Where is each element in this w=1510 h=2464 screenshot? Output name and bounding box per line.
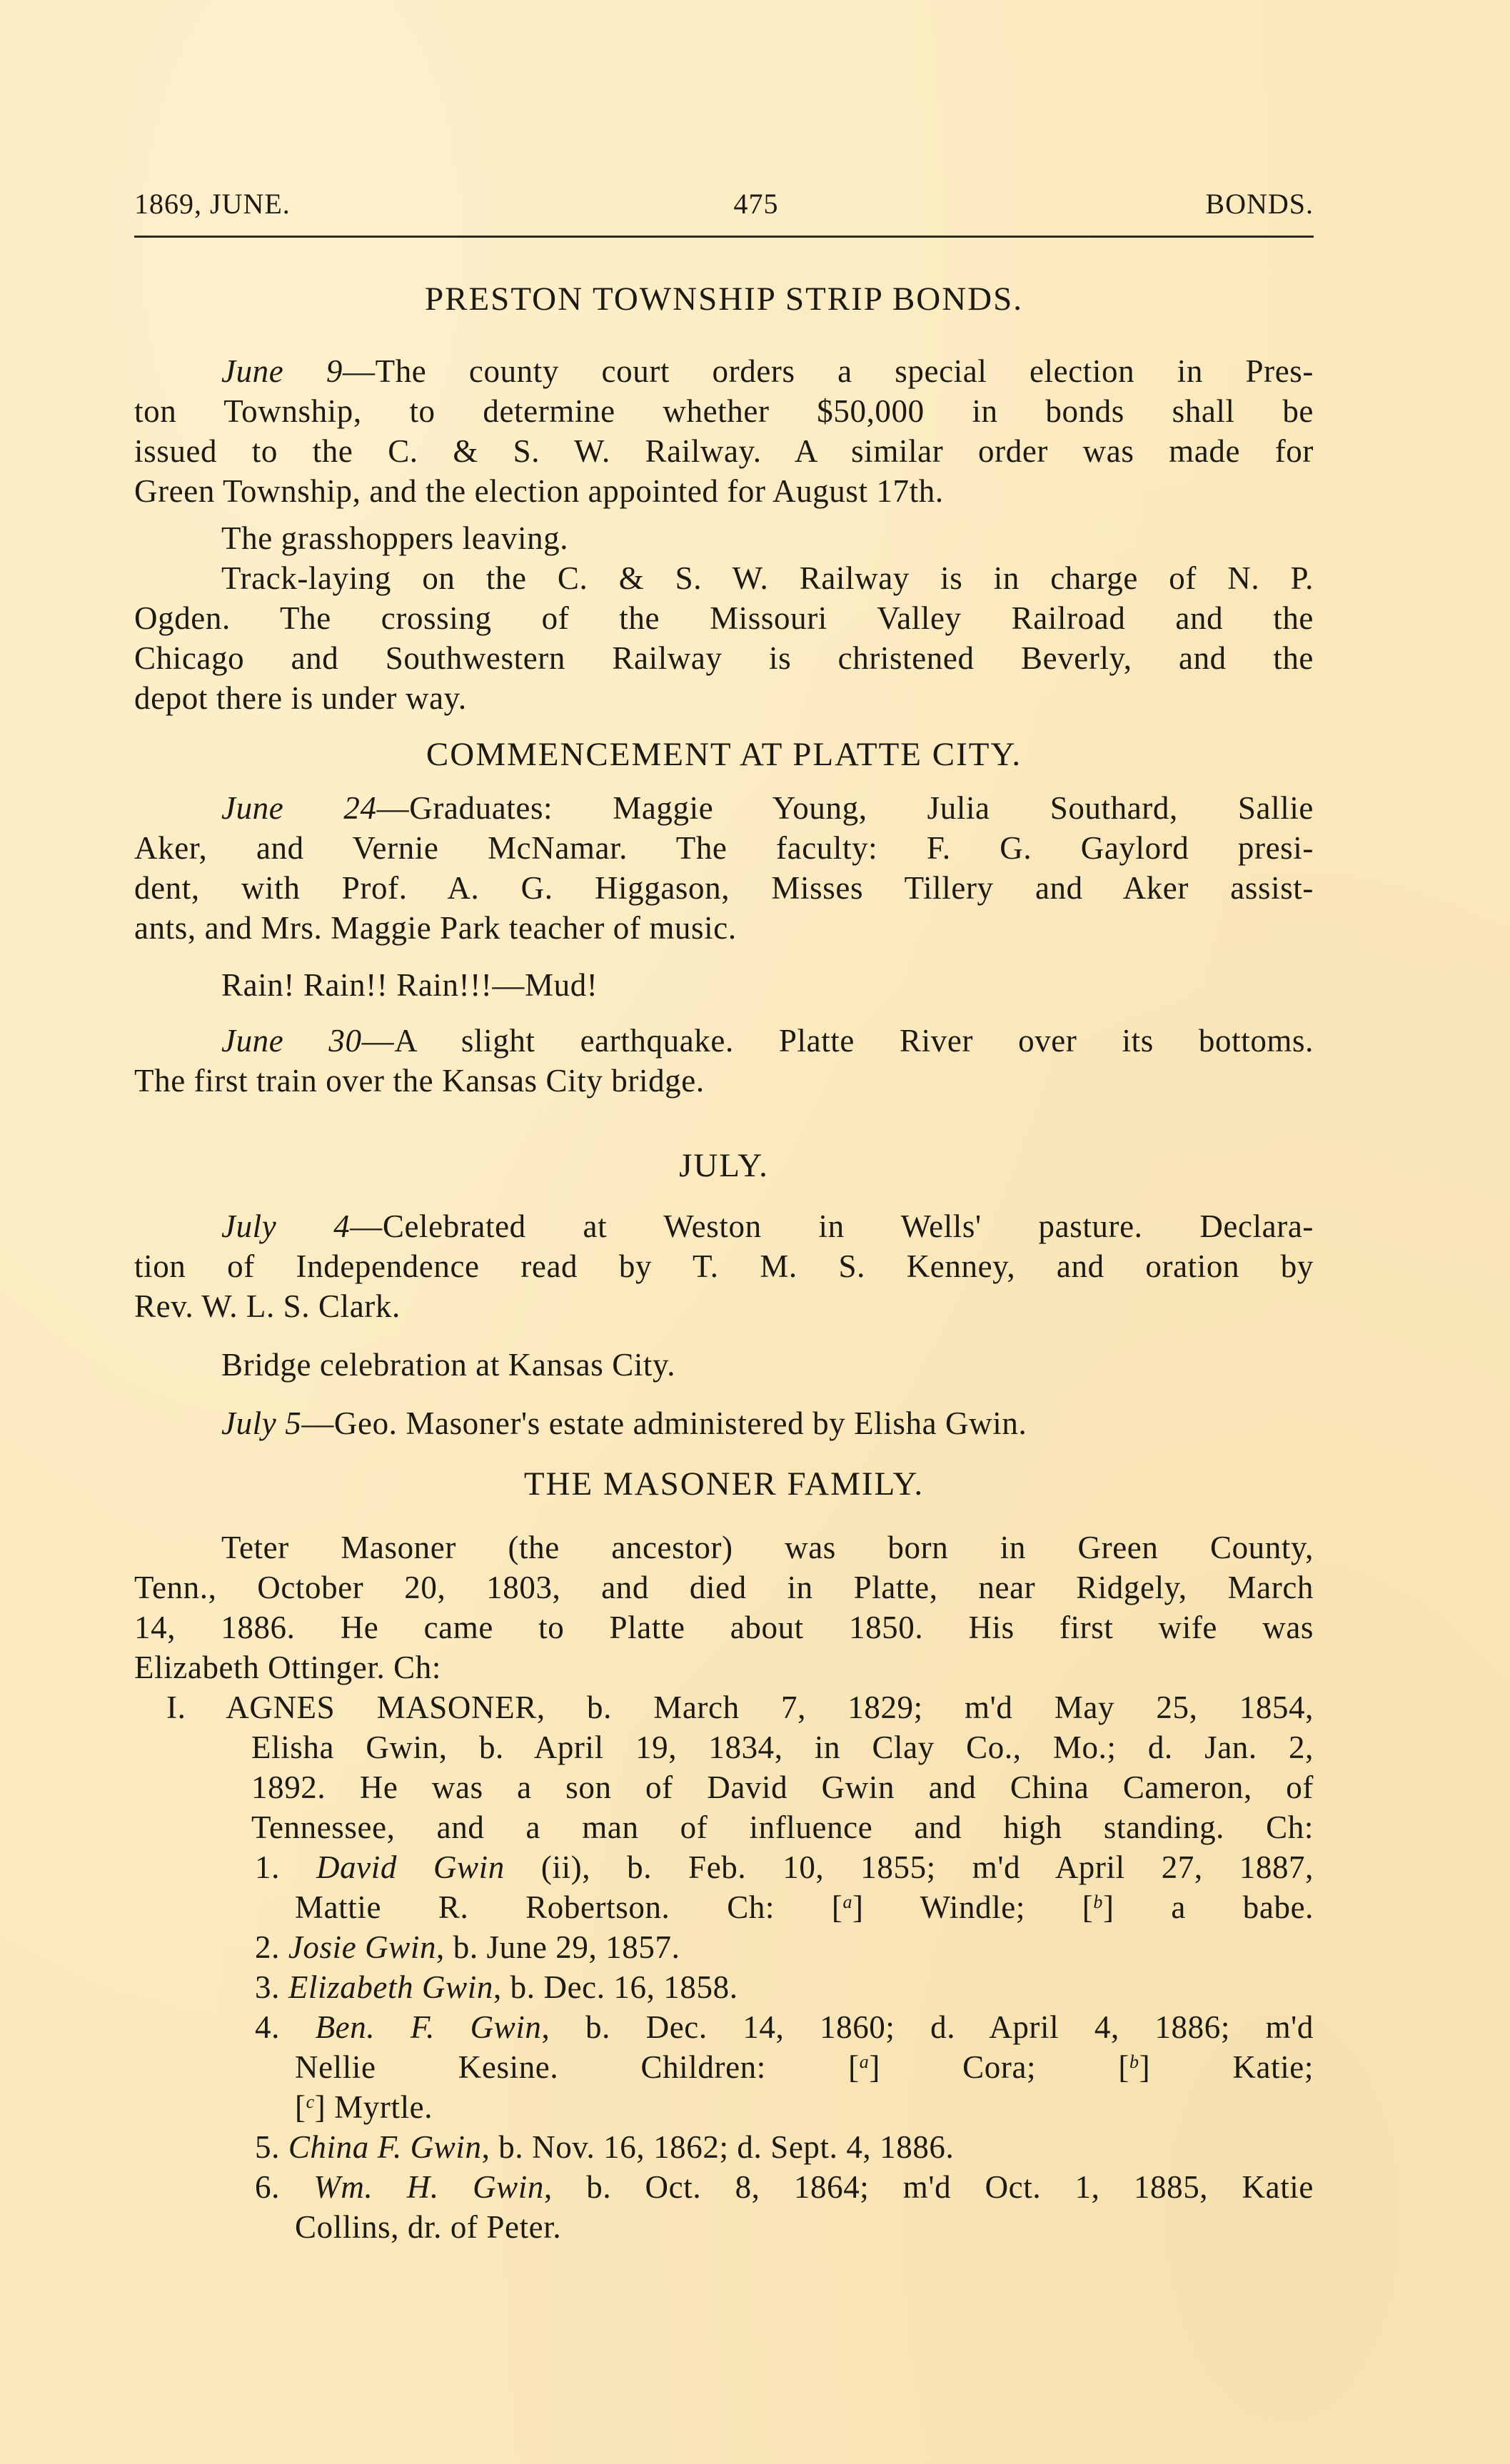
child-name: Wm. H. Gwin [313, 2169, 544, 2205]
child-name: Josie Gwin [288, 1929, 437, 1965]
entry-date: July 5 [221, 1405, 302, 1441]
running-head-date: 1869, JUNE. [134, 188, 291, 220]
text: —The county court orders a special election in Pres- [343, 353, 1314, 389]
child-name: Ben. F. Gwin [315, 2009, 542, 2045]
paragraph-line: The grasshoppers leaving. [221, 520, 569, 556]
text: [ [295, 2089, 306, 2125]
superscript-letter: b [1093, 1892, 1103, 1912]
text: Mattie R. Robertson. Ch: [ [295, 1889, 843, 1925]
paragraph-line: The first train over the Kansas City bridge. [134, 1063, 705, 1099]
paragraph-line [295, 2087, 1314, 2127]
section-heading-july: JULY. [679, 1147, 769, 1184]
paragraph-line [221, 788, 1314, 828]
text: , b. Nov. 16, 1862; d. Sept. 4, 1886. [481, 2129, 955, 2165]
child-name: Elizabeth Gwin [288, 1969, 493, 2005]
roman-numeral: I. [166, 1690, 186, 1725]
text: —Graduates: Maggie Young, Julia Southard, Sallie [376, 790, 1314, 826]
text: ] a babe. [1103, 1889, 1314, 1925]
paragraph-line: Tennessee, and a man of influence and high standing. Ch: [251, 1809, 1314, 1845]
paragraph-line: Track-laying on the C. & S. W. Railway is in charge of N. P. [221, 560, 1314, 596]
child-entry-1 [255, 1847, 1314, 1887]
paragraph-line: Teter Masoner (the ancestor) was born in Green County, [221, 1530, 1314, 1565]
paragraph-line: depot there is under way. [134, 680, 467, 716]
paragraph-line: ton Township, to determine whether $50,000 in bonds shall be [134, 393, 1314, 429]
running-head [134, 187, 1314, 223]
paragraph-line: Chicago and Southwestern Railway is christened Beverly, and the [134, 640, 1314, 676]
paragraph-line: ants, and Mrs. Maggie Park teacher of music. [134, 910, 737, 946]
paragraph-line: Collins, dr. of Peter. [295, 2209, 562, 2245]
child-name: David Gwin [316, 1849, 505, 1885]
entry-date: June 9 [221, 353, 343, 389]
paragraph-line: Rev. W. L. S. Clark. [134, 1288, 401, 1324]
child-entry-4 [255, 2007, 1314, 2047]
paragraph-line: Aker, and Vernie McNamar. The faculty: F. G. Gaylord presi- [134, 830, 1314, 866]
paragraph-line: issued to the C. & S. W. Railway. A similar order was made for [134, 433, 1314, 469]
text: —Geo. Masoner's estate administered by Elisha Gwin. [301, 1405, 1027, 1441]
text: , b. Dec. 16, 1858. [493, 1969, 738, 2005]
child-name: China F. Gwin [288, 2129, 482, 2165]
text: Nellie Kesine. Children: [ [295, 2049, 860, 2085]
text: ] Cora; [ [869, 2049, 1129, 2085]
section-heading-masoner: THE MASONER FAMILY. [523, 1465, 925, 1503]
text: , b. Oct. 8, 1864; m'd Oct. 1, 1885, Katie [544, 2169, 1314, 2205]
text: , b. Dec. 14, 1860; d. April 4, 1886; m'd [541, 2009, 1314, 2045]
paragraph-line [295, 1887, 1314, 1927]
text: , b. June 29, 1857. [436, 1929, 680, 1965]
text: ] Windle; [ [852, 1889, 1094, 1925]
item-number: 6. [255, 2169, 280, 2205]
text: ] Myrtle. [314, 2089, 433, 2125]
paragraph-line: Bridge celebration at Kansas City. [221, 1347, 676, 1383]
header-rule [134, 236, 1314, 238]
paragraph-line: Rain! Rain!! Rain!!!—Mud! [221, 967, 598, 1003]
child-entry-5 [255, 2127, 1314, 2167]
child-entry-6 [255, 2167, 1314, 2207]
running-head-topic: BONDS. [1205, 188, 1314, 220]
item-number: 2. [255, 1929, 280, 1965]
superscript-letter: c [306, 2091, 315, 2112]
paragraph-line: Ogden. The crossing of the Missouri Valley Railroad and the [134, 600, 1314, 636]
entry-date: June 24 [221, 790, 377, 826]
paragraph-line: Green Township, and the election appointed for August 17th. [134, 473, 944, 509]
item-number: 1. [255, 1849, 280, 1885]
paragraph-line [295, 2047, 1314, 2087]
paragraph-line: Elizabeth Ottinger. Ch: [134, 1650, 441, 1685]
paragraph-line [221, 351, 1314, 391]
item-number: 3. [255, 1969, 280, 2005]
entry-date: July 4 [221, 1208, 351, 1244]
entry-date: June 30 [221, 1023, 362, 1059]
paragraph-line: Tenn., October 20, 1803, and died in Platte, near Ridgely, March [134, 1570, 1314, 1605]
item-number: 5. [255, 2129, 280, 2165]
text: ] Katie; [1139, 2049, 1314, 2085]
superscript-letter: b [1129, 2051, 1139, 2072]
paragraph-line: tion of Independence read by T. M. S. Kenney, and oration by [134, 1248, 1314, 1284]
text: —A slight earthquake. Platte River over its bottoms. [361, 1023, 1314, 1059]
item-number: 4. [255, 2009, 280, 2045]
child-entry-2 [255, 1927, 1314, 1967]
section-heading-preston: PRESTON TOWNSHIP STRIP BONDS. [424, 281, 1024, 318]
paragraph-line [221, 1021, 1314, 1061]
paragraph-line: dent, with Prof. A. G. Higgason, Misses Tillery and Aker assist- [134, 870, 1314, 906]
text: AGNES MASONER, b. March 7, 1829; m'd May 25, 1854, [226, 1690, 1314, 1725]
paragraph-line [221, 1206, 1314, 1246]
superscript-letter: a [842, 1892, 853, 1912]
paragraph-line [221, 1403, 1314, 1443]
paragraph-line: Elisha Gwin, b. April 19, 1834, in Clay Co., Mo.; d. Jan. 2, [251, 1730, 1314, 1765]
paragraph-line: 14, 1886. He came to Platte about 1850. His first wife was [134, 1610, 1314, 1645]
child-entry-3 [255, 1967, 1314, 2007]
section-heading-commencement: COMMENCEMENT AT PLATTE CITY. [426, 736, 1022, 773]
text: (ii), b. Feb. 10, 1855; m'd April 27, 1887, [504, 1849, 1314, 1885]
text: —Celebrated at Weston in Wells' pasture. Declara- [350, 1208, 1314, 1244]
superscript-letter: a [859, 2051, 870, 2072]
paragraph-line: 1892. He was a son of David Gwin and China Cameron, of [251, 1769, 1314, 1805]
genealogy-entry-agnes [166, 1687, 1314, 1727]
page-number: 475 [733, 188, 779, 220]
